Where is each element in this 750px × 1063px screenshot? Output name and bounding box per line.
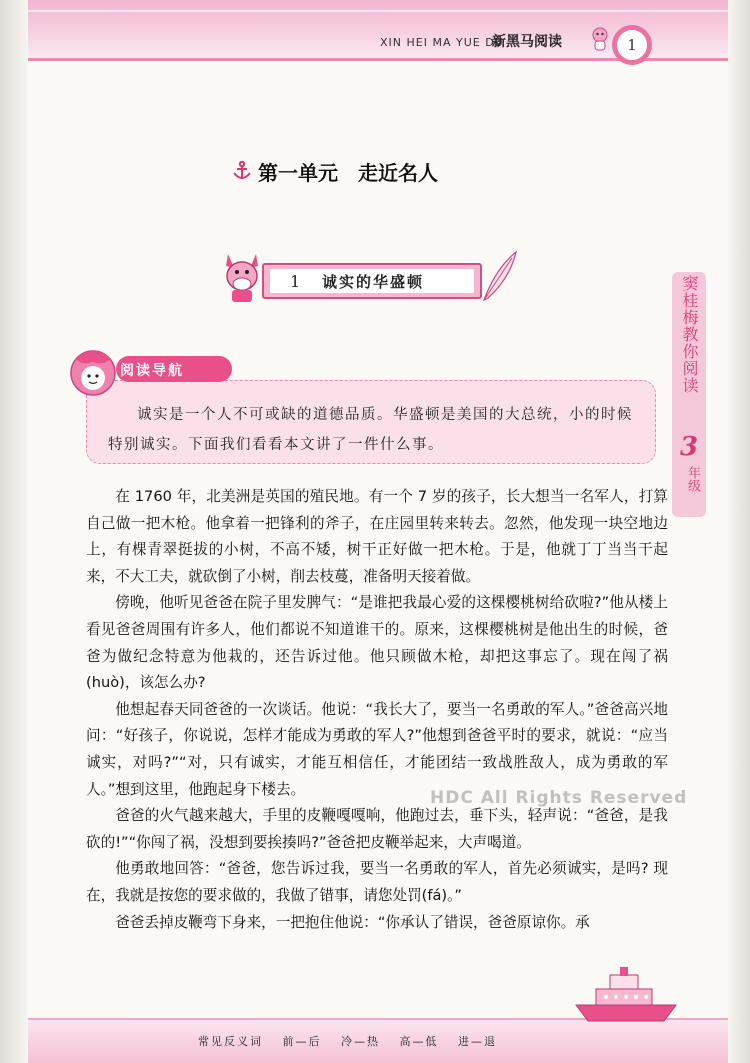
lesson-number: 1 — [290, 272, 301, 291]
page-number-badge — [612, 25, 652, 65]
story-paragraph: 爸爸的火气越来越大，手里的皮鞭嘎嘎响，他跑过去，垂下头，轻声说：“爸爸，是我砍的!”“你闯了祸，没想到要挨揍吗?”爸爸把皮鞭举起来，大声喝道。 — [86, 807, 668, 851]
header-pinyin: XIN HEI MA YUE DU — [380, 36, 504, 49]
story-paragraph: 他勇敢地回答：“爸爸，您告诉过我，要当一名勇敢的军人，首先必须诚实，是吗? 现在，我就是按您的要求做的，我做了错事，请您处罚(fá)。” — [86, 860, 668, 904]
story-paragraph: 在 1760 年，北美洲是英国的殖民地。有一个 7 岁的孩子，长大想当一名军人，打算自己做一把木枪。他拿着一把锋利的斧子，在庄园里转来转去。忽然，他发现一块空地边上，有棵青翠挺拔的小树，不高不矮，树干正好做一把木枪。于是，他就丁丁当当干起来，不大工夫，就砍倒了小树，削去枝蔓，准备明天接着做。 — [86, 488, 668, 585]
mascot-face-icon — [66, 346, 120, 398]
page-number: 1 — [627, 36, 637, 54]
ship-icon — [566, 965, 686, 1025]
story-body — [86, 484, 668, 936]
watermark: HDC All Rights Reserved — [430, 788, 688, 808]
header-brand: 新黑马阅读 — [492, 34, 562, 50]
story-paragraph: 爸爸丢掉皮鞭弯下身来，一把抱住他说：“你承认了错误，爸爸原谅你。承 — [115, 913, 590, 931]
story-paragraph: 他想起春天同爸爸的一次谈话。他说：“我长大了，要当一名勇敢的军人。”爸爸高兴地问：“好孩子，你说说，怎样才能成为勇敢的军人?”他想到爸爸平时的要求，就说：“应当诚实，对吗?”“对，只有诚实，才能互相信任，才能团结一致战胜敌人，成为勇敢的军人。”想到这里，他跑起身下楼去。 — [86, 700, 668, 798]
story-paragraph: 傍晚，他听见爸爸在院子里发脾气：“是谁把我最心爱的这棵樱桃树给砍啦?”他从楼上看见爸爸周围有许多人，他们都说不知道谁干的。原来，这棵樱桃树是他出生的时候，爸爸为做纪念特意为他栽的，还告诉过他。他只顾做木枪，却把这事忘了。现在闯了祸(huò)，该怎么办? — [86, 594, 668, 692]
page-edge-right — [728, 0, 750, 1063]
footer-antonyms: 常见反义词 前—后 冷—热 高—低 进—退 — [198, 1035, 497, 1048]
anchor-icon — [231, 160, 253, 182]
mascot-icon — [588, 26, 612, 52]
reading-guide-label: 阅读导航 — [120, 363, 184, 379]
reading-guide-text — [108, 400, 636, 460]
unit-title: 第一单元 走近名人 — [258, 161, 438, 185]
page-edge-left — [0, 0, 28, 1063]
sidebar-title: 窦桂梅教你阅读 — [680, 275, 699, 394]
lesson-title: 诚实的华盛顿 — [322, 273, 425, 291]
sidebar-grade-label: 年级 — [685, 466, 700, 492]
reading-guide-paragraph: 诚实是一个人不可或缺的道德品质。华盛顿是美国的大总统，小的时候特别诚实。下面我们看看本文讲了一件什么事。 — [108, 407, 633, 453]
quill-icon — [476, 248, 520, 304]
donkey-mascot-icon — [218, 250, 266, 304]
sidebar-grade-number: 3 — [679, 432, 699, 462]
